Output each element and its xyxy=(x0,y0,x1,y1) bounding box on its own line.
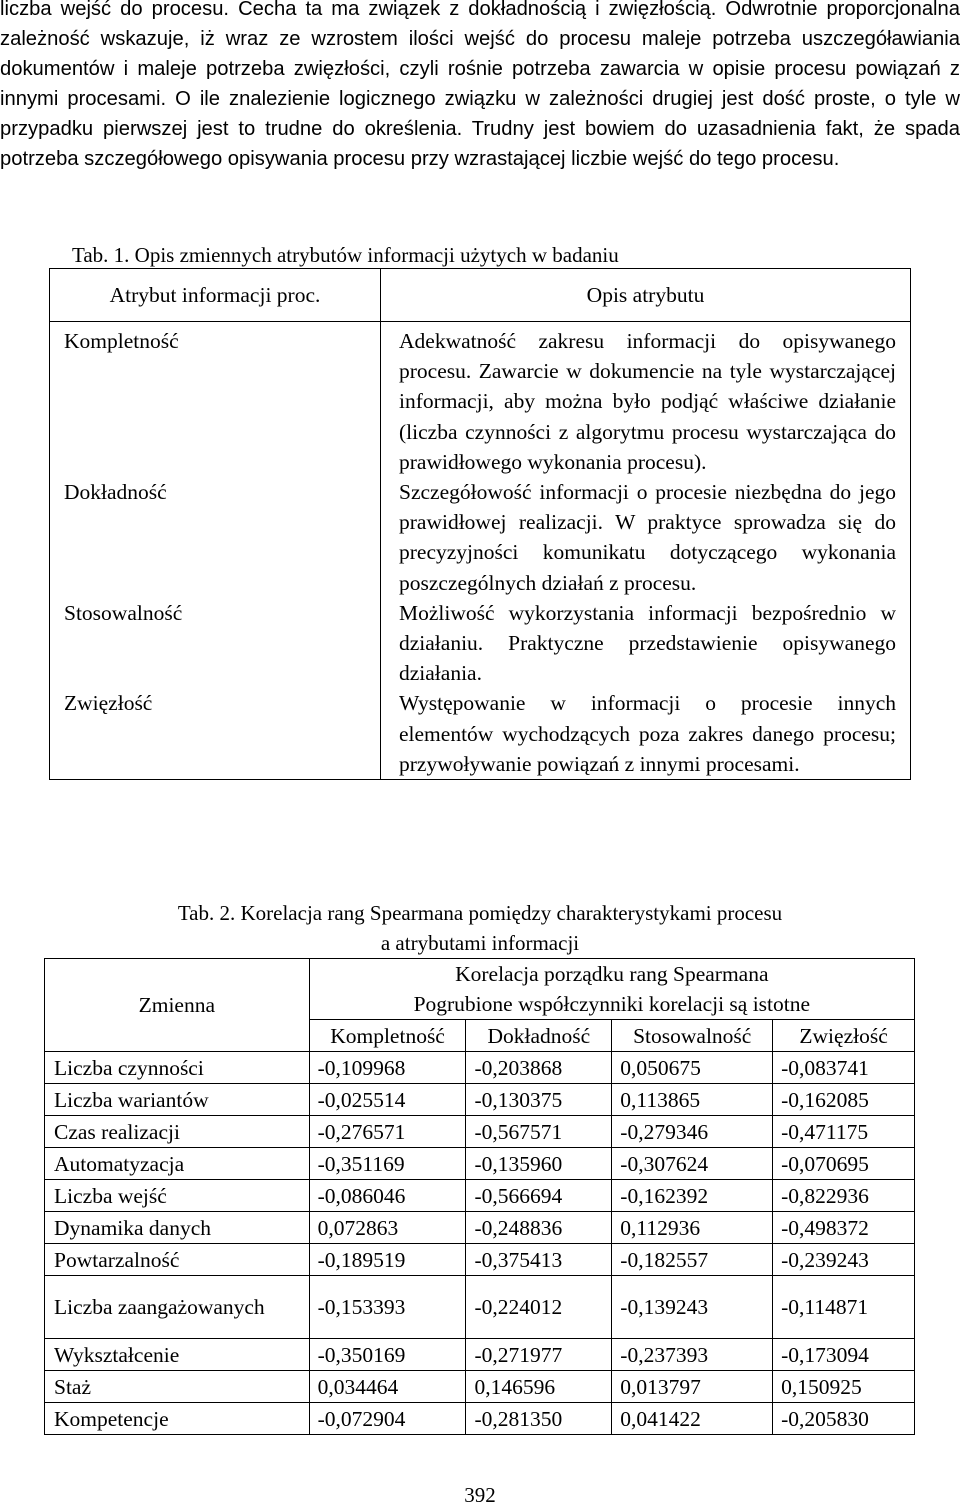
table2-row xyxy=(45,1403,915,1435)
correlation-value: -0,086046 xyxy=(309,1180,466,1212)
table2-row xyxy=(45,1276,915,1339)
correlation-value: -0,072904 xyxy=(309,1403,466,1435)
correlation-value: -0,471175 xyxy=(773,1116,915,1148)
correlation-value: -0,153393 xyxy=(309,1276,466,1339)
correlation-value: -0,498372 xyxy=(773,1212,915,1244)
attribute-name: Kompletność xyxy=(50,322,381,478)
correlation-value: -0,567571 xyxy=(466,1116,612,1148)
variable-name: Liczba wariantów xyxy=(45,1084,310,1116)
correlation-value: 0,072863 xyxy=(309,1212,466,1244)
attribute-description: Szczegółowość informacji o procesie niezbędna do jego prawidłowej realizacji. W praktyce sprowadza się do precyzyjności komunikatu dotyczącego wykonania poszczególnych działań z procesu. xyxy=(381,477,911,598)
correlation-value: -0,271977 xyxy=(466,1339,612,1371)
correlation-value: -0,173094 xyxy=(773,1339,915,1371)
attribute-name: Stosowalność xyxy=(50,598,381,689)
attribute-description: Możliwość wykorzystania informacji bezpośrednio w działaniu. Praktyczne przedstawienie opisywanego działania. xyxy=(381,598,911,689)
attribute-name: Dokładność xyxy=(50,477,381,598)
table2-row xyxy=(45,1244,915,1276)
correlation-value: -0,351169 xyxy=(309,1148,466,1180)
variable-name: Liczba wejść xyxy=(45,1180,310,1212)
correlation-value: -0,307624 xyxy=(612,1148,773,1180)
correlation-value: -0,114871 xyxy=(773,1276,915,1339)
correlation-value: -0,566694 xyxy=(466,1180,612,1212)
group-header-line1: Korelacja porządku rang Spearmana xyxy=(455,962,769,986)
table2-header-row xyxy=(45,959,915,1020)
correlation-value: 0,050675 xyxy=(612,1052,773,1084)
correlation-value: -0,248836 xyxy=(466,1212,612,1244)
correlation-value: 0,146596 xyxy=(466,1371,612,1403)
table1-header-attribute: Atrybut informacji proc. xyxy=(50,269,381,322)
correlation-value: -0,139243 xyxy=(612,1276,773,1339)
variable-name: Automatyzacja xyxy=(45,1148,310,1180)
table2-row xyxy=(45,1339,915,1371)
correlation-value: -0,205830 xyxy=(773,1403,915,1435)
correlation-value: 0,041422 xyxy=(612,1403,773,1435)
correlation-table xyxy=(44,958,915,1435)
correlation-value: -0,239243 xyxy=(773,1244,915,1276)
table2-row xyxy=(45,1084,915,1116)
table1-header-description: Opis atrybutu xyxy=(381,269,911,322)
correlation-value: -0,281350 xyxy=(466,1403,612,1435)
spearman-group-header xyxy=(309,959,914,1020)
variable-name: Dynamika danych xyxy=(45,1212,310,1244)
table2-row xyxy=(45,1116,915,1148)
table1-row xyxy=(50,598,911,689)
correlation-value: -0,025514 xyxy=(309,1084,466,1116)
table2-caption-line2: a atrybutami informacji xyxy=(380,931,580,955)
correlation-value: -0,350169 xyxy=(309,1339,466,1371)
table2-caption-line1: Tab. 2. Korelacja rang Spearmana pomiędzy charakterystykami procesu xyxy=(177,901,783,925)
variable-name: Staż xyxy=(45,1371,310,1403)
correlation-value: -0,109968 xyxy=(309,1052,466,1084)
correlation-value: -0,130375 xyxy=(466,1084,612,1116)
attribute-name: Zwięzłość xyxy=(50,688,381,779)
correlation-value: 0,113865 xyxy=(612,1084,773,1116)
group-header-line2: Pogrubione współczynniki korelacji są istotne xyxy=(413,992,811,1016)
table1-row xyxy=(50,477,911,598)
correlation-value: 0,013797 xyxy=(612,1371,773,1403)
table1-row xyxy=(50,322,911,478)
correlation-value: -0,189519 xyxy=(309,1244,466,1276)
variable-name: Liczba zaangażowanych xyxy=(45,1276,310,1339)
table1-caption: Tab. 1. Opis zmiennych atrybutów informacji użytych w badaniu xyxy=(72,243,619,267)
table2-row xyxy=(45,1212,915,1244)
intro-paragraph: liczba wejść do procesu. Cecha ta ma związek z dokładnością i zwięzłością. Odwrotnie proporcjonalna zależność wskazuje, iż wraz ze wzrostem ilości wejść do procesu maleje potrzeba uszczegóławiania dokumentów i maleje potrzeba zwięzłości, czyli rośnie potrzeba zawarcia w opisie procesu powiązań z innymi procesami. O ile znalezienie logicznego związku w zależności drugiej jest dość proste, o tyle w przypadku pierwszej jest to trudne do określenia. Trudny jest bowiem do uzasadnienia fakt, że spada potrzeba szczegółowego opisywania procesu przy wzrastającej liczbie wejść do tego procesu. xyxy=(0,0,960,170)
variable-name: Powtarzalność xyxy=(45,1244,310,1276)
correlation-value: -0,224012 xyxy=(466,1276,612,1339)
correlation-value: -0,237393 xyxy=(612,1339,773,1371)
page-number: 392 xyxy=(464,1483,496,1507)
correlation-value: -0,135960 xyxy=(466,1148,612,1180)
correlation-value: 0,112936 xyxy=(612,1212,773,1244)
table2-caption xyxy=(0,898,960,958)
column-header: Zwięzłość xyxy=(773,1020,915,1052)
correlation-value: 0,034464 xyxy=(309,1371,466,1403)
correlation-value: -0,070695 xyxy=(773,1148,915,1180)
column-header: Dokładność xyxy=(466,1020,612,1052)
variable-header: Zmienna xyxy=(45,959,310,1052)
table2-row xyxy=(45,1052,915,1084)
correlation-value: -0,203868 xyxy=(466,1052,612,1084)
correlation-value: -0,182557 xyxy=(612,1244,773,1276)
correlation-value: 0,150925 xyxy=(773,1371,915,1403)
table2-row xyxy=(45,1148,915,1180)
attribute-description: Występowanie w informacji o procesie innych elementów wychodzących poza zakres danego procesu; przywoływanie powiązań z innymi procesami. xyxy=(381,688,911,779)
correlation-value: -0,822936 xyxy=(773,1180,915,1212)
variable-name: Czas realizacji xyxy=(45,1116,310,1148)
variable-name: Kompetencje xyxy=(45,1403,310,1435)
correlation-value: -0,083741 xyxy=(773,1052,915,1084)
variable-name: Wykształcenie xyxy=(45,1339,310,1371)
correlation-value: -0,162392 xyxy=(612,1180,773,1212)
attributes-table xyxy=(49,268,911,780)
correlation-value: -0,375413 xyxy=(466,1244,612,1276)
correlation-value: -0,279346 xyxy=(612,1116,773,1148)
column-header: Stosowalność xyxy=(612,1020,773,1052)
table1-row xyxy=(50,688,911,779)
table2-row xyxy=(45,1371,915,1403)
variable-name: Liczba czynności xyxy=(45,1052,310,1084)
table1-header-row xyxy=(50,269,911,322)
table2-row xyxy=(45,1180,915,1212)
correlation-value: -0,162085 xyxy=(773,1084,915,1116)
column-header: Kompletność xyxy=(309,1020,466,1052)
attribute-description: Adekwatność zakresu informacji do opisywanego procesu. Zawarcie w dokumencie na tyle wystarczającej informacji, aby można było podjąć właściwe działanie (liczba czynności z algorytmu procesu wystarczająca do prawidłowego wykonania procesu). xyxy=(381,322,911,478)
correlation-value: -0,276571 xyxy=(309,1116,466,1148)
